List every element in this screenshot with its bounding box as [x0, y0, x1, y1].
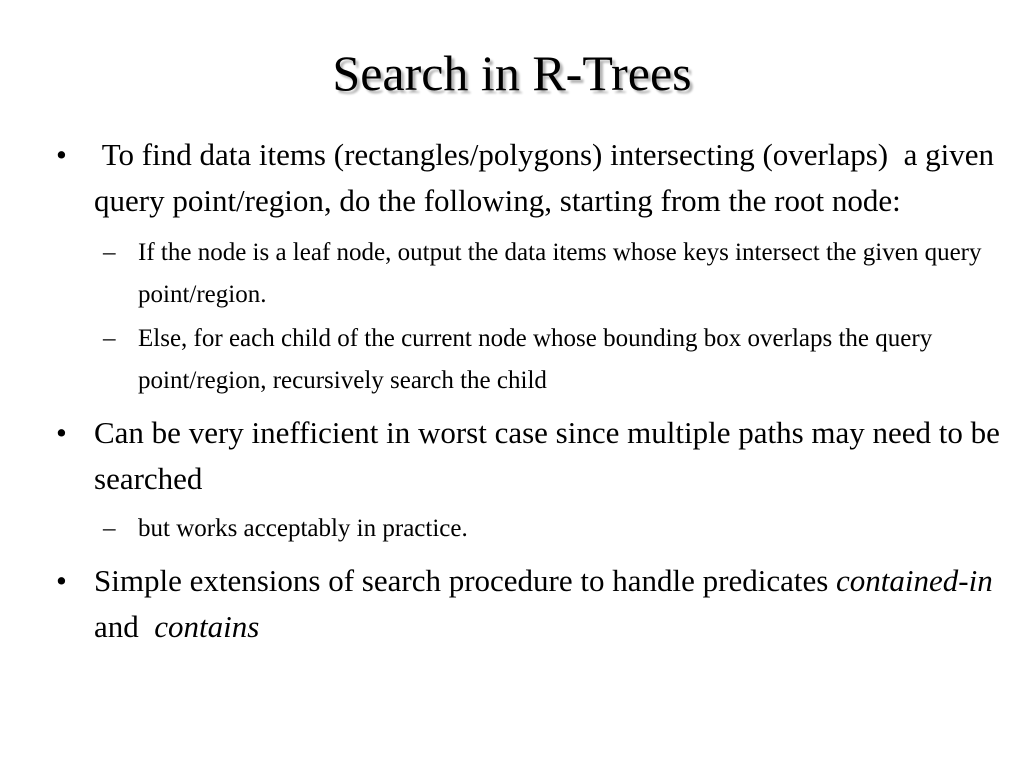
sub-bullet-text: If the node is a leaf node, output the data items whose keys intersect the given query point/region.	[138, 239, 982, 308]
bullet-item	[56, 558, 1009, 650]
sub-bullet-item	[56, 508, 1004, 550]
bullet-text: Can be very inefficient in worst case since multiple paths may need to be searched	[94, 415, 1000, 496]
sub-bullet-text: but works acceptably in practice.	[138, 515, 468, 542]
italic-term-contained-in: contained-in	[836, 563, 993, 598]
bullet-marker: •	[56, 563, 67, 598]
sub-bullet-text: Else, for each child of the current node whose bounding box overlaps the query point/region, recursively search the child	[138, 325, 933, 394]
sub-bullet-item	[56, 232, 1004, 316]
bullet-marker: •	[56, 415, 67, 450]
bullet-text-part: Simple extensions of search procedure to handle predicates	[94, 563, 837, 598]
slide-content	[56, 132, 1009, 650]
slide-title: Search in R-Trees	[332, 45, 692, 101]
bullet-marker: •	[56, 137, 67, 172]
bullet-text	[94, 563, 1008, 644]
bullet-item	[56, 132, 1004, 224]
bullet-item	[56, 410, 1004, 502]
bullet-text: To find data items (rectangles/polygons) intersecting (overlaps) a given query point/region, do the following, starting from the root node:	[94, 137, 1002, 218]
dash-marker: –	[103, 515, 116, 542]
bullet-text-part: and	[94, 563, 1009, 644]
italic-term-contains: contains	[154, 609, 260, 644]
dash-marker: –	[103, 325, 116, 352]
sub-bullet-item	[56, 318, 1004, 402]
dash-marker: –	[103, 239, 116, 266]
